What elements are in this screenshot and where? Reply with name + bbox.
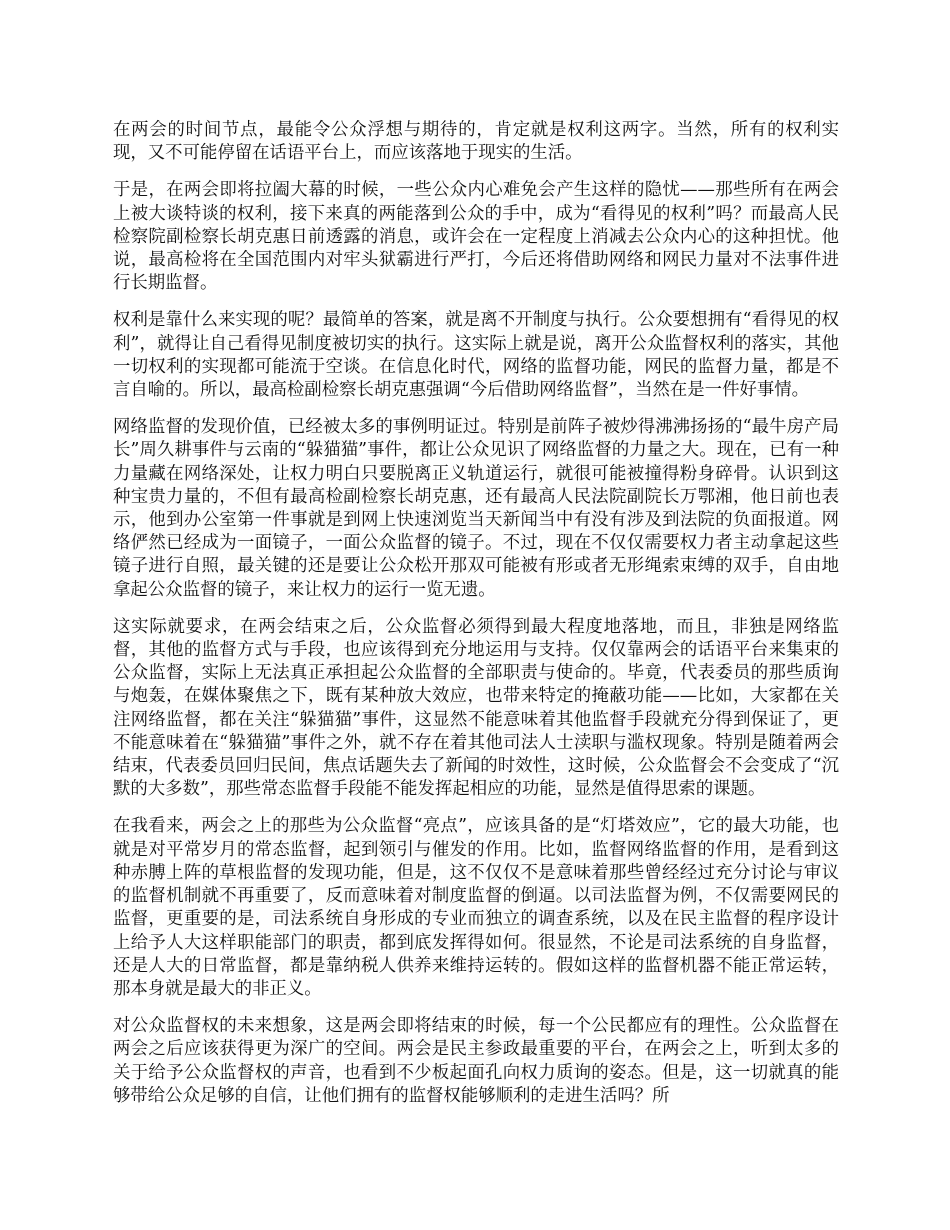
paragraph-4: 网络监督的发现价值，已经被太多的事例明证过。特别是前阵子被炒得沸沸扬扬的“最牛房产局长”周久耕事件与云南的“躲猫猫”事件，都让公众见识了网络监督的力量之大。现在，已有一种力量藏在网络深处，让权力明白只要脱离正义轨道运行，就很可能被撞得粉身碎骨。认识到这种宝贵力量的，不但有最高检副检察长胡克惠，还有最高人民法院副院长万鄂湘，他日前也表示，他到办公室第一件事就是到网上快速浏览当天新闻当中有没有涉及到法院的负面报道。网络俨然已经成为一面镜子，一面公众监督的镜子。不过，现在不仅仅需要权力者主动拿起这些镜子进行自照，最关键的还是要让公众松开那双可能被有形或者无形绳索束缚的双手，自由地拿起公众监督的镜子，来让权力的运行一览无遗。 xyxy=(113,417,839,600)
article-body xyxy=(113,119,839,1122)
paragraph-2: 于是，在两会即将拉阖大幕的时候，一些公众内心难免会产生这样的隐忧——那些所有在两会上被大谈特谈的权利，接下来真的两能落到公众的手中，成为“看得见的权利”吗？而最高人民检察院副检察长胡克惠日前透露的消息，或许会在一定程度上消减去公众内心的这种担忧。他说，最高检将在全国范围内对牢头狱霸进行严打，今后还将借助网络和网民力量对不法事件进行长期监督。 xyxy=(113,180,839,294)
paragraph-5: 这实际就要求，在两会结束之后，公众监督必须得到最大程度地落地，而且，非独是网络监督，其他的监督方式与手段，也应该得到充分地运用与支持。仅仅靠两会的话语平台来集束的公众监督，实际上无法真正承担起公众监督的全部职责与使命的。毕竟，代表委员的那些质询与炮轰，在媒体聚焦之下，既有某种放大效应，也带来特定的掩蔽功能——比如，大家都在关注网络监督，都在关注“躲猫猫”事件，这显然不能意味着其他监督手段就充分得到保证了，更不能意味着在“躲猫猫”事件之外，就不存在着其他司法人士渎职与滥权现象。特别是随着两会结束，代表委员回归民间，焦点话题失去了新闻的时效性，这时候，公众监督会不会变成了“沉默的大多数”，那些常态监督手段能不能发挥起相应的功能，显然是值得思索的课题。 xyxy=(113,616,839,800)
paragraph-6: 在我看来，两会之上的那些为公众监督“亮点”，应该具备的是“灯塔效应”，它的最大功能，也就是对平常岁月的常态监督，起到领引与催发的作用。比如，监督网络监督的作用，是看到这种赤膊上阵的草根监督的发现功能，但是，这不仅仅不是意味着那些曾经经过充分讨论与审议的监督机制就不再重要了，反而意味着对制度监督的倒逼。以司法监督为例，不仅需要网民的监督，更重要的是，司法系统自身形成的专业而独立的调查系统，以及在民主监督的程序设计上给予人大这样职能部门的职责，都到底发挥得如何。很显然，不论是司法系统的自身监督，还是人大的日常监督，都是靠纳税人供养来维持运转的。假如这样的监督机器不能正常运转，那本身就是最大的非正义。 xyxy=(113,816,839,999)
paragraph-7: 对公众监督权的未来想象，这是两会即将结束的时候，每一个公民都应有的理性。公众监督在两会之后应该获得更为深广的空间。两会是民主参政最重要的平台，在两会之上，听到太多的关于给予公众监督权的声音，也看到不少板起面孔向权力质询的姿态。但是，这一切就真的能够带给公众足够的自信，让他们拥有的监督权能够顺利的走进生活吗？所 xyxy=(113,1016,839,1106)
paragraph-3: 权利是靠什么来实现的呢？最简单的答案，就是离不开制度与执行。公众要想拥有“看得见的权利”，就得让自己看得见制度被切实的执行。这实际上就是说，离开公众监督权利的落实，其他一切权利的实现都可能流于空谈。在信息化时代，网络的监督功能，网民的监督力量，都是不言自喻的。所以，最高检副检察长胡克惠强调“今后借助网络监督”，当然在是一件好事情。 xyxy=(113,310,839,401)
paragraph-1: 在两会的时间节点，最能令公众浮想与期待的，肯定就是权利这两字。当然，所有的权利实现，又不可能停留在话语平台上，而应该落地于现实的生活。 xyxy=(113,120,839,164)
